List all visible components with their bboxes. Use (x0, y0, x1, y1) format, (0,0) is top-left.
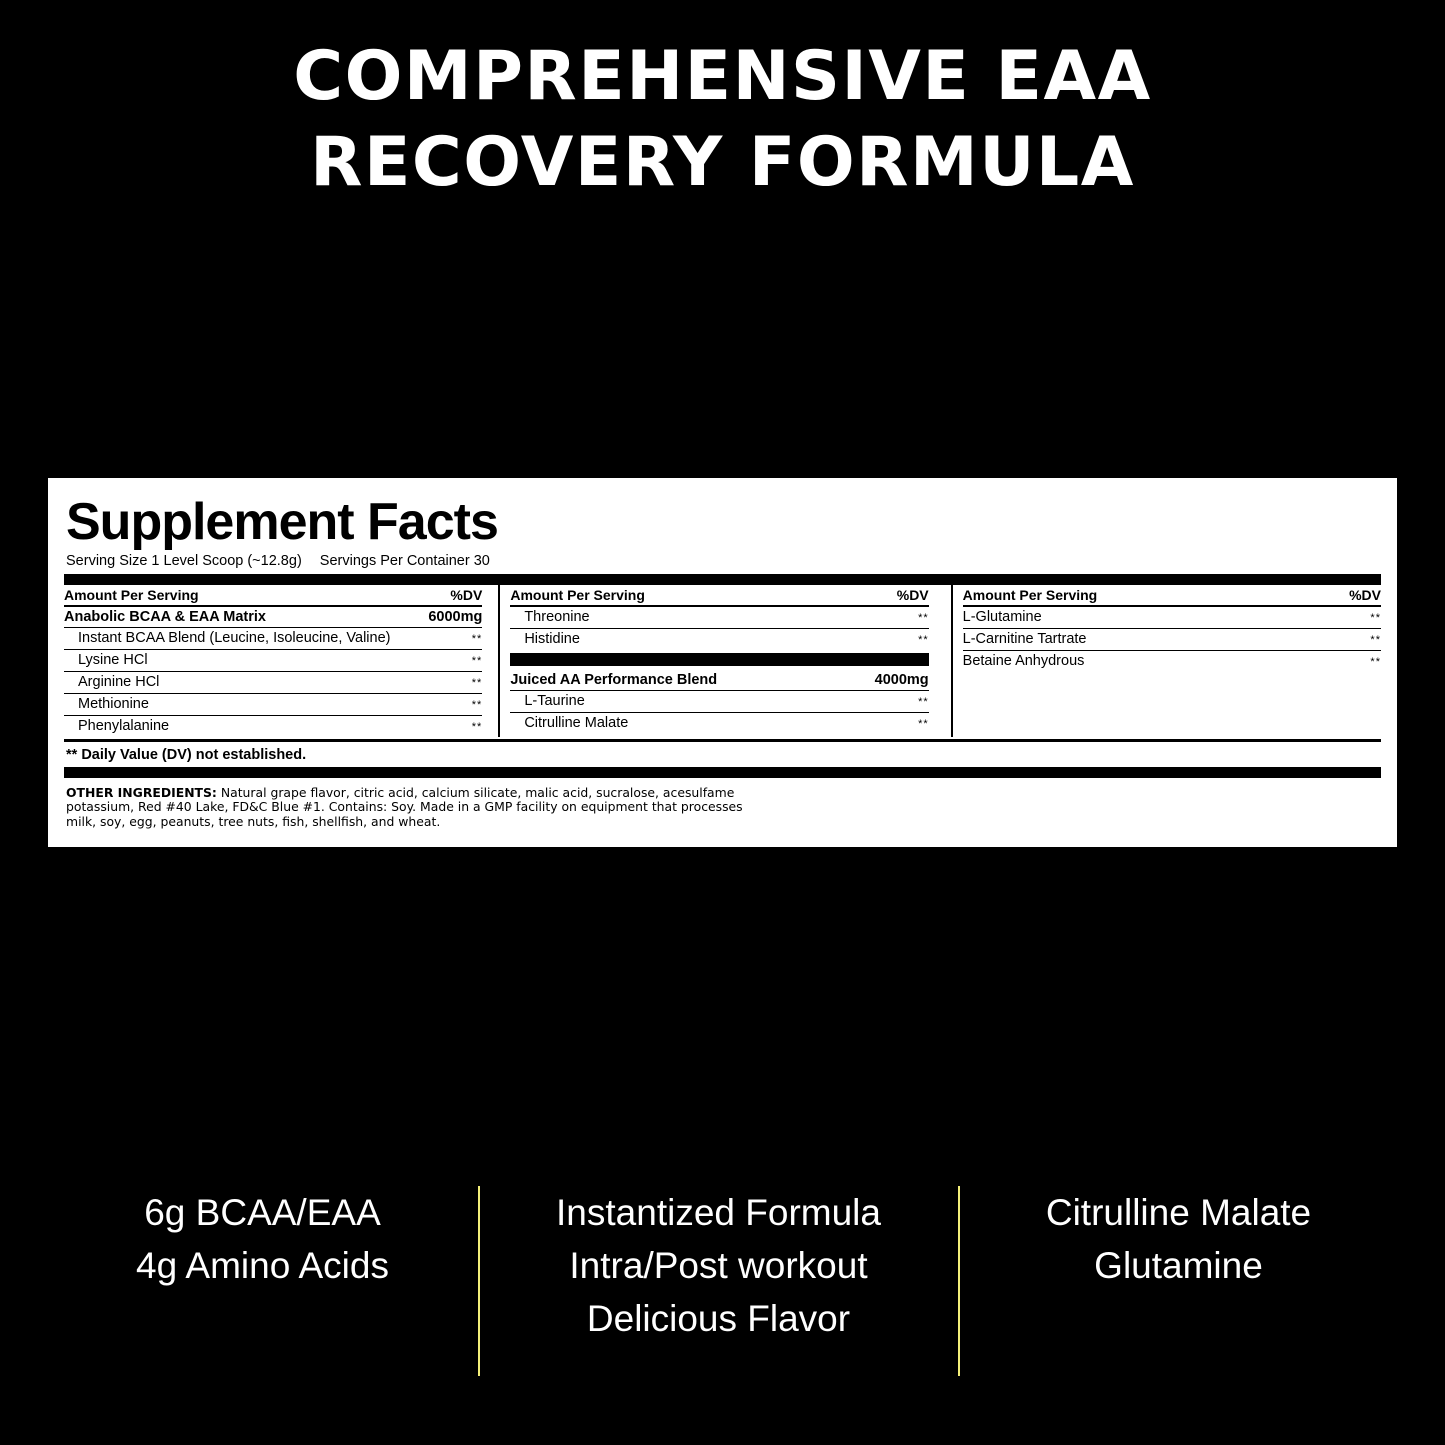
divider-band-mid (510, 653, 928, 666)
column-2-header (510, 585, 928, 607)
table-row: Betaine Anhydrous ** (962, 653, 1381, 669)
supplement-facts-title: Supplement Facts (66, 493, 498, 551)
serving-info (66, 552, 1381, 570)
divider-thick-bottom (64, 767, 1381, 778)
column-1-amount-label: Amount Per Serving (64, 587, 199, 603)
nutrient-column-2 (498, 585, 934, 737)
table-row: Lysine HCl ** (64, 650, 482, 672)
divider-thick-top (64, 574, 1381, 585)
column-1-dv-label: %DV (450, 587, 483, 603)
page-headline (0, 34, 1445, 206)
table-row: Methionine ** (64, 694, 482, 716)
table-row: L-Carnitine Tartrate ** (963, 629, 1381, 651)
table-row: Arginine HCl ** (64, 672, 482, 694)
servings-per-container: Servings Per Container 30 (319, 553, 490, 569)
supplement-facts-panel (48, 478, 1397, 847)
table-row: L-Glutamine ** (963, 607, 1381, 629)
column-2-dv-label: %DV (896, 587, 929, 603)
table-row: L-Taurine ** (510, 691, 928, 713)
headline-line-2: RECOVERY FORMULA (310, 123, 1135, 202)
nutrient-columns (64, 585, 1381, 737)
other-ingredients-label: OTHER INGREDIENTS: (66, 784, 217, 800)
table-row: Anabolic BCAA & EAA Matrix 6000mg (64, 607, 482, 628)
benefit-column-3: Citrulline Malate Glutamine (958, 1186, 1398, 1376)
table-row: Instant BCAA Blend (Leucine, Isoleucine, Valine) ** (64, 628, 482, 650)
other-ingredients (64, 778, 768, 834)
serving-size: Serving Size 1 Level Scoop (~12.8g) (66, 553, 302, 569)
table-row: Citrulline Malate ** (524, 715, 929, 731)
benefit-column-2: Instantized Formula Intra/Post workout Delicious Flavor (478, 1186, 958, 1376)
nutrient-column-1 (64, 585, 490, 737)
benefit-column-1: 6g BCAA/EAA 4g Amino Acids (136, 1192, 389, 1286)
headline-line-1: COMPREHENSIVE EAA (293, 37, 1152, 116)
column-3-amount-label: Amount Per Serving (962, 587, 1098, 603)
column-3-header (963, 585, 1381, 607)
table-row: Histidine ** (524, 631, 929, 647)
column-1-header (64, 585, 482, 607)
column-3-dv-label: %DV (1349, 587, 1381, 603)
nutrient-column-3 (951, 585, 1381, 737)
table-row: Threonine ** (510, 607, 928, 629)
column-2-amount-label: Amount Per Serving (510, 587, 645, 603)
table-row: Phenylalanine ** (78, 718, 483, 734)
other-ingredients-text: Natural grape flavor, citric acid, calcium silicate, malic acid, sucralose, acesulfame potassium, Red #40 Lake, FD&C Blue #1. Contains: Soy. Made in a GMP facility on equipment that processes milk, soy, egg, peanuts, tree nuts, fish, shellfish, and wheat. (66, 784, 743, 829)
table-row: Juiced AA Performance Blend 4000mg (510, 670, 928, 691)
daily-value-footnote: ** Daily Value (DV) not established. (66, 746, 307, 763)
benefits-row (0, 1186, 1445, 1376)
